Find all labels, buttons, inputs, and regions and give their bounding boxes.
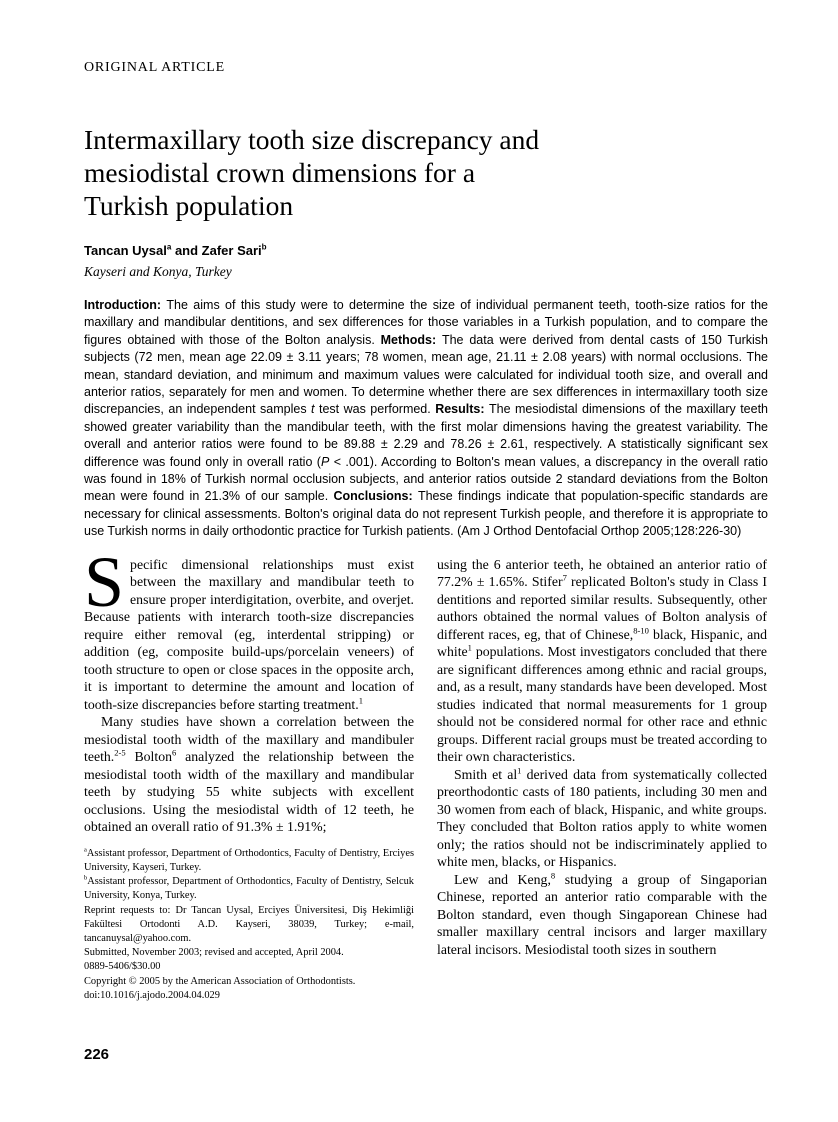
footnote-affiliation-a: $^a$Assistant professor, Department of Orthodontics, Faculty of Dentistry, Erciyes University, Kayseri, Turkey. bbox=[84, 846, 414, 873]
footnote-copyright: Copyright © 2005 by the American Association of Orthodontists. bbox=[84, 975, 356, 987]
page-number: 226 bbox=[84, 1046, 110, 1063]
footnote-issn-price: 0889-5406/$30.00 bbox=[84, 961, 161, 973]
abstract-paragraph: Introduction: The aims of this study were to determine the size of individual permanent teeth, tooth-size ratios for the maxillary and mandibular dentitions, and sex differences for those variables in a Turkish population, and to compare the figures obtained with those of the Bolton analysis. Methods: The data were derived from dental casts of 150 Turkish subjects (72 men, mean age 22.09 ± 3.11 years; 78 women, mean age, 21.11 ± 2.08 years) with normal occlusions. The mean, standard deviation, and minimum and maximum values were calculated for individual tooth size, and overall and anterior ratios, separately for men and women. To determine whether there are sex differences in intermaxillary tooth size discrepancies, an independent samples t test was performed. Results: The mesiodistal dimensions of the maxillary teeth showed greater variability than the mandibular teeth, with the first molar dimensions having the greatest variability. The overall and anterior ratios were found to be 89.88 ± 2.29 and 78.26 ± 2.61, respectively. A statistically significant sex difference was found only in overall ratio (P < .001). According to Bolton's mean values, a discrepancy in the overall ratio was found in 18% of Turkish normal occlusion subjects, and anterior ratios outside 2 standard deviations from the Bolton mean were found in 21.3% of our sample. Conclusions: These findings indicate that population-specific standards are necessary for clinical assessments. Bolton's original data do not represent Turkish people, and therefore it is appropriate to use Turkish norms in daily orthodontic practice for Turkish patients. (Am J Orthod Dentofacial Orthop 2005;128:226-30) bbox=[84, 298, 768, 539]
footnote-reprint-requests: Reprint requests to: Dr Tancan Uysal, Erciyes Üniversitesi, Diş Hekimliği Fakültesi Ortodonti A.D. Kayseri, 38039, Turkey; e-mail, tancanuysal@yahoo.com. bbox=[84, 904, 414, 944]
article-title-line-1: Intermaxillary tooth size discrepancy and bbox=[84, 124, 540, 155]
body-columns bbox=[84, 541, 768, 1003]
author-names: Tancan Uysal$^a$ and Zafer Sari$^b$ bbox=[84, 242, 267, 258]
body-paragraph-right-1: using the 6 anterior teeth, he obtained an anterior ratio of 77.2% ± 1.65%. Stifer$^7$ replicated Bolton's study in Class I dentitions and reported similar results. Subsequently, other authors obtained the normal values of Bolton analysis of different races, eg, that of Chinese,$^{8-10}$ black, Hispanic, and white$^1$ populations. Most investigators concluded that there are significant differences among ethnic and racial groups, and, as a result, many standards have been developed. Most studies indicated that normal measurements for 1 group should not be considered normal for other race and ethnic groups. Different racial groups must be treated according to their own characteristics. bbox=[437, 556, 768, 765]
right-column bbox=[437, 556, 767, 1003]
footnote-block bbox=[84, 847, 414, 1003]
footnote-doi: doi:10.1016/j.ajodo.2004.04.029 bbox=[84, 989, 220, 1001]
intro-paragraph-text: pecific dimensional relationships must exist between the maxillary and mandibular teeth to ensure proper interdigitation, overbite, and overjet. Because patients with interarch tooth-size discrepancies require either removal (eg, interdental stripping) or addition (eg, composite build-ups/porcelain veneers) of tooth structure to open or close spaces in the opposite arch, it is important to determine the amount and location of tooth-size discrepancies before starting treatment.$^1$ bbox=[84, 556, 414, 712]
footnote-affiliation-b: $^b$Assistant professor, Department of Orthodontics, Faculty of Dentistry, Selcuk University, Konya, Turkey. bbox=[84, 874, 414, 902]
intro-paragraph bbox=[84, 541, 414, 714]
body-paragraph-right-2: Smith et $al^1$ derived data from systematically collected preorthodontic casts of 180 patients, including 30 men and 30 women from each of black, Hispanic, and white groups. They concluded that Bolton ratios apply to white women only; the ratios should not be indiscriminately applied to white men, blacks, or Hispanics. bbox=[437, 765, 767, 870]
body-paragraph-right-3: Lew and Keng,$^8$ studying a group of Singaporian Chinese, reported an anterior ratio comparable with the Bolton standard, even though Singaporean Chinese had smaller maxillary central incisors and larger maxillary lateral incisors. Mesiodistal tooth sizes in southern bbox=[437, 870, 767, 957]
article-type-label: ORIGINAL ARTICLE bbox=[84, 60, 225, 75]
article-title-line-2: mesiodistal crown dimensions for a bbox=[84, 157, 476, 188]
left-column bbox=[84, 541, 414, 1003]
footnote-submission-dates: Submitted, November 2003; revised and accepted, April 2004. bbox=[84, 947, 344, 959]
body-paragraph-left-2: Many studies have shown a correlation between the mesiodistal tooth width of the maxillary and mandibuler teeth.$^{2-5}$ Bolton$^6$ analyzed the relationship between the mesiodistal tooth width of the maxillary and mandibular teeth by studying 55 white subjects with excellent occlusions. Using the mesiodistal width of 12 teeth, he obtained an overall ratio of 91.3% ± 1.91%; bbox=[84, 714, 414, 835]
article-title-line-3: Turkish population bbox=[84, 190, 294, 221]
drop-cap-letter: S bbox=[84, 541, 125, 622]
article-title bbox=[84, 123, 768, 222]
author-affiliation-line: Kayseri and Konya, Turkey bbox=[84, 264, 232, 279]
